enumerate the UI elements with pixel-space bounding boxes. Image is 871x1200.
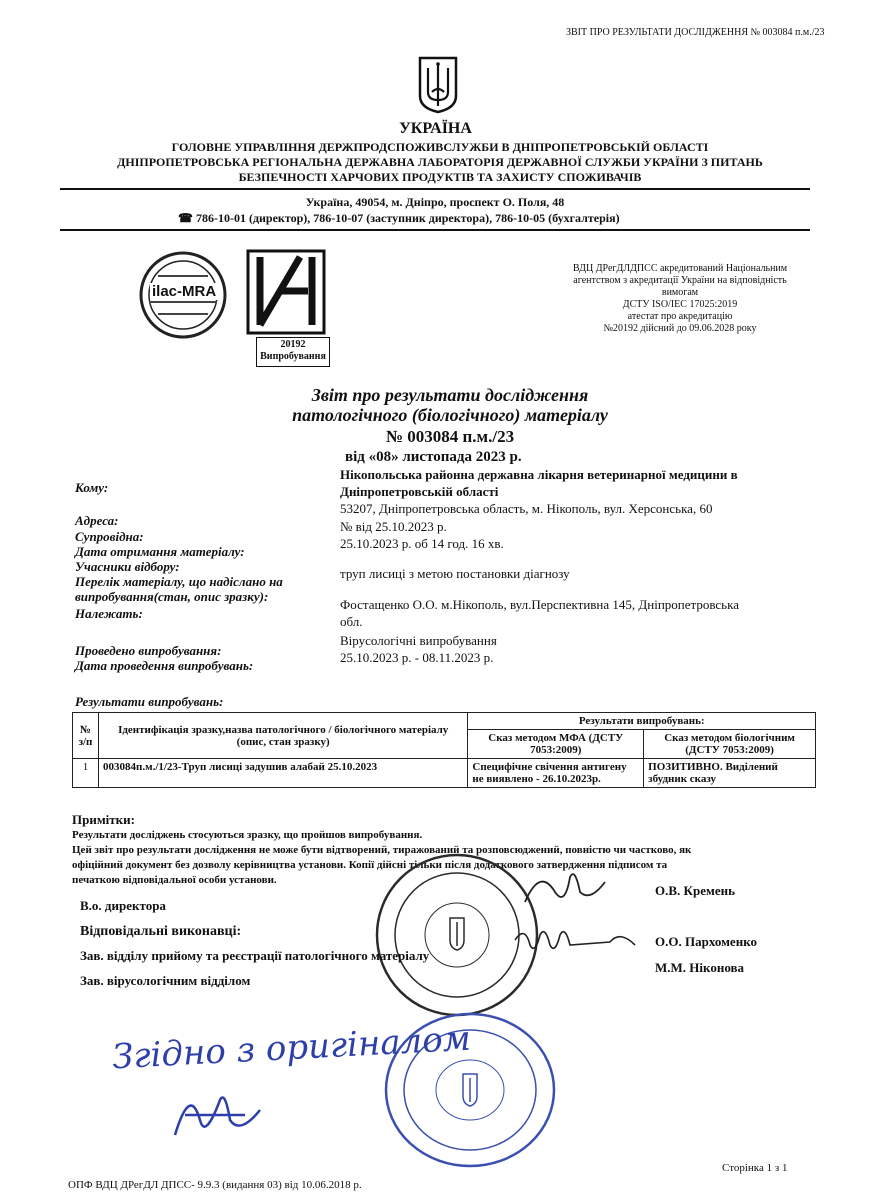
header-divider-top — [60, 188, 810, 190]
header-divider-bottom — [60, 229, 810, 231]
address-label: Адреса: — [75, 513, 119, 528]
tests-value: Вірусологічні випробування — [340, 633, 497, 648]
report-number: № 003084 п.м./23 — [385, 427, 515, 446]
row-mfa: Специфічне свічення антигену не виявлено - 26.10.2023р. — [468, 759, 644, 788]
dept2-label: Зав. вірусологічним відділом — [80, 973, 251, 988]
top-reference: ЗВІТ ПРО РЕЗУЛЬТАТИ ДОСЛІДЖЕННЯ № 003084 п.м./23 — [566, 27, 825, 38]
dept1-name: О.О. Пархоменко — [655, 934, 758, 949]
header-address: Україна, 49054, м. Дніпро, проспект О. Поля, 48 — [305, 195, 565, 209]
received-value: 25.10.2023 р. об 14 год. 16 хв. — [340, 536, 504, 551]
report-title-line-1: Звіт про результати дослідження — [311, 385, 589, 405]
notes-line-2: Цей звіт про результати дослідження не може бути відтворений, тиражований та розповсюджений, повністю чи частково, як — [72, 844, 692, 856]
table-row — [73, 759, 816, 788]
ilac-label: ilac-MRA — [152, 283, 217, 300]
header-phones: ☎ 786-10-01 (директор), 786-10-07 (заступник директора), 786-10-05 (бухгалтерія) — [178, 211, 620, 225]
responsible-heading: Відповідальні виконавці: — [80, 924, 242, 939]
dept1-label: Зав. відділу прийому та реєстрації патологічного матеріалу — [80, 948, 430, 963]
col-results-header: Результати випробувань: — [468, 713, 816, 730]
dates-label: Дата проведення випробувань: — [75, 658, 254, 673]
badge-number: 20192 — [280, 339, 306, 350]
results-table — [72, 712, 816, 788]
row-num: 1 — [73, 759, 99, 788]
results-label: Результати випробувань: — [75, 694, 224, 709]
report-date: від «08» листопада 2023 р. — [345, 449, 522, 465]
list-label-2: випробування(стан, опис зразку): — [75, 589, 269, 604]
director-signature — [520, 862, 610, 912]
to-label: Кому: — [75, 480, 109, 495]
footer-right: Сторінка 1 з 1 — [722, 1162, 788, 1174]
dates-value: 25.10.2023 р. - 08.11.2023 р. — [340, 650, 494, 665]
owner-value-1: Фостащенко О.О. м.Нікополь, вул.Перспективна 145, Дніпропетровська — [340, 597, 740, 612]
notes-line-1: Результати досліджень стосуються зразку, що пройшов випробування. — [72, 829, 423, 841]
col-id-header: Ідентифікація зразку,назва патологічного / біологічного матеріалу (опис, стан зразку) — [98, 713, 467, 759]
dept2-name: М.М. Ніконова — [655, 960, 745, 975]
received-label: Дата отримання матеріалу: — [75, 544, 245, 559]
org-line-3: БЕЗПЕЧНОСТІ ХАРЧОВИХ ПРОДУКТІВ ТА ЗАХИСТУ СПОЖИВАЧІВ — [238, 170, 642, 184]
coat-of-arms-icon — [418, 56, 458, 114]
cover-value: № від 25.10.2023 р. — [340, 519, 447, 534]
dept1-signature — [510, 920, 650, 960]
row-bio: ПОЗИТИВНО. Виділений збудник сказу — [644, 759, 816, 788]
accreditation-mark — [246, 249, 326, 335]
notes-heading: Примітки: — [72, 812, 135, 827]
col-mfa-header: Сказ методом МФА (ДСТУ 7053:2009) — [468, 730, 644, 759]
to-value-2: Дніпропетровській області — [340, 484, 499, 499]
director-label: В.о. директора — [80, 898, 166, 913]
sampling-label: Учасники відбору: — [75, 559, 180, 574]
handwritten-signature — [165, 1080, 265, 1150]
phone-icon: ☎ — [178, 211, 196, 225]
to-value-1: Нікопольська районна державна лікарня ветеринарної медицини в — [340, 467, 738, 482]
accreditation-text: ВДЦ ДРегДЛДПСС акредитований Національним агентством з акредитації України на відповідність вимогам ДСТУ ISO/IEC 17025:2019 атестат про акредитацію №20192 дійсний до 09.06.2028 року — [572, 263, 788, 334]
org-line-1: ГОЛОВНЕ УПРАВЛІННЯ ДЕРЖПРОДСПОЖИВСЛУЖБИ В ДНІПРОПЕТРОВСЬКІЙ ОБЛАСТІ — [171, 140, 709, 154]
address-value: 53207, Дніпропетровська область, м. Нікополь, вул. Херсонська, 60 — [340, 501, 713, 516]
badge-label: Випробування — [260, 351, 326, 362]
notes-line-4: печаткою відповідальної особи установи. — [72, 874, 277, 886]
row-id: 003084п.м./1/23-Труп лисиці задушив алабай 25.10.2023 — [98, 759, 467, 788]
handwritten-note: Згідно з оригіналом — [111, 1018, 472, 1078]
table-header-row — [73, 713, 816, 730]
owner-label: Належать: — [75, 606, 143, 621]
country-title: УКРАЇНА — [399, 120, 472, 137]
tests-label: Проведено випробування: — [75, 643, 222, 658]
director-name: О.В. Кремень — [655, 883, 735, 898]
list-value: труп лисиці з метою постановки діагнозу — [340, 566, 570, 581]
owner-value-2: обл. — [340, 614, 363, 629]
notes-line-3: офіційний документ без дозволу керівництва установи. Копії дійсні тільки після додаткового затвердження підписом та — [72, 859, 668, 871]
report-title-line-2: патологічного (біологічного) матеріалу — [292, 405, 608, 425]
org-line-2: ДНІПРОПЕТРОВСЬКА РЕГІОНАЛЬНА ДЕРЖАВНА ЛАБОРАТОРІЯ ДЕРЖАВНОЇ СЛУЖБИ УКРАЇНИ З ПИТАНЬ — [117, 155, 763, 169]
list-label-1: Перелік матеріалу, що надіслано на — [75, 574, 283, 589]
cover-label: Супровідна: — [75, 529, 144, 544]
col-num-header: № з/п — [73, 713, 99, 759]
col-bio-header: Сказ методом біологічним (ДСТУ 7053:2009) — [644, 730, 816, 759]
footer-left: ОПФ ВДЦ ДРегДЛ ДПСС- 9.9.3 (видання 03) від 10.06.2018 р. — [68, 1179, 362, 1191]
